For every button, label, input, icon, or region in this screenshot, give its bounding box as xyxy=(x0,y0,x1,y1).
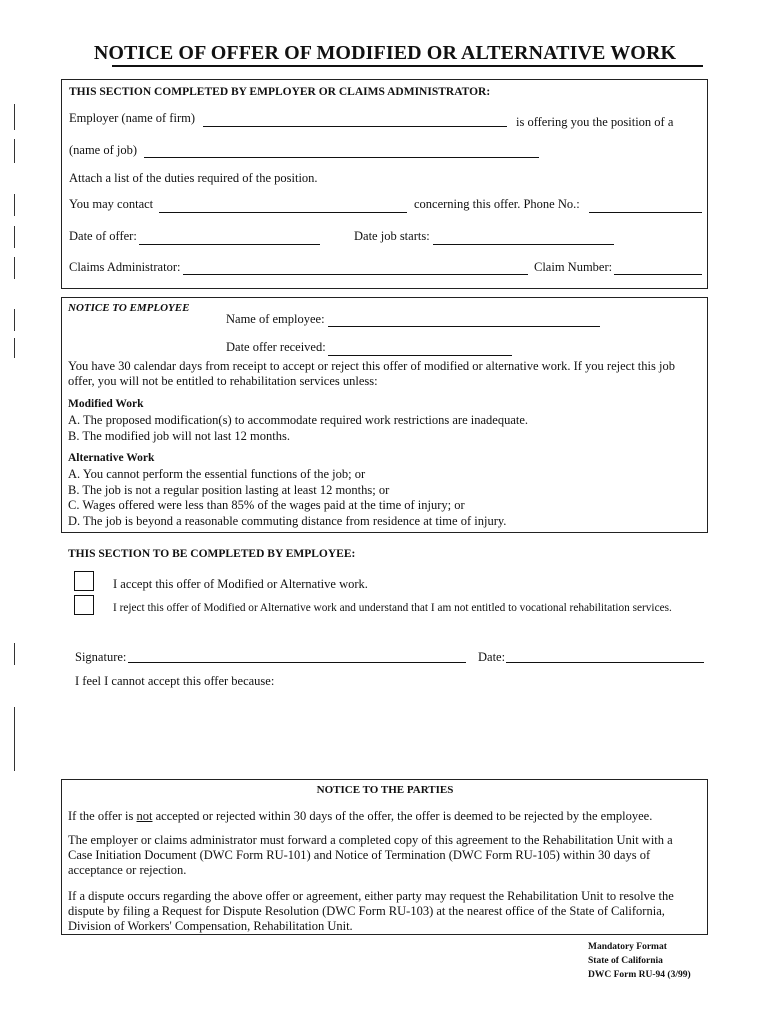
margin-bar xyxy=(14,309,15,331)
signature-label: Signature: xyxy=(75,650,127,664)
margin-bar xyxy=(14,104,15,130)
margin-bar xyxy=(14,643,15,665)
date-field[interactable] xyxy=(506,662,704,663)
date-job-starts-field[interactable] xyxy=(433,244,614,245)
date-job-starts-label: Date job starts: xyxy=(354,229,430,243)
page-title: NOTICE OF OFFER OF MODIFIED OR ALTERNATIVE WORK xyxy=(93,42,677,64)
offering-text: is offering you the position of a xyxy=(516,115,674,129)
alternative-item: D. The job is beyond a reasonable commuting distance from residence at time of injury. xyxy=(68,514,507,528)
employee-section-heading: THIS SECTION TO BE COMPLETED BY EMPLOYEE: xyxy=(68,548,356,560)
attach-duties-text: Attach a list of the duties required of the position. xyxy=(69,171,318,185)
phone-field[interactable] xyxy=(589,212,702,213)
footer-state: State of California xyxy=(588,956,663,966)
job-label: (name of job) xyxy=(69,143,138,157)
alternative-item: C. Wages offered were less than 85% of the wages paid at the time of injury; or xyxy=(68,498,465,512)
employer-name-field[interactable] xyxy=(203,126,507,127)
modified-work-heading: Modified Work xyxy=(68,398,144,410)
date-of-offer-label: Date of offer: xyxy=(69,229,137,243)
parties-paragraph-1 xyxy=(68,809,652,824)
claims-administrator-label: Claims Administrator: xyxy=(69,260,181,274)
concerning-phone-label: concerning this offer. Phone No.: xyxy=(414,197,580,211)
accept-checkbox[interactable] xyxy=(74,571,94,591)
reason-label: I feel I cannot accept this offer because: xyxy=(75,674,275,688)
employer-label: Employer (name of firm) xyxy=(69,111,195,125)
accept-label: I accept this offer of Modified or Alternative work. xyxy=(113,577,368,591)
notice-to-parties-heading: NOTICE TO THE PARTIES xyxy=(316,784,454,796)
date-label: Date: xyxy=(478,650,506,664)
job-name-field[interactable] xyxy=(144,157,539,158)
margin-bar xyxy=(14,139,15,163)
claims-administrator-field[interactable] xyxy=(183,274,528,275)
parties-p1-before: If the offer is xyxy=(68,809,137,823)
employer-section-heading: THIS SECTION COMPLETED BY EMPLOYER OR CLAIMS ADMINISTRATOR: xyxy=(69,86,491,98)
modified-item: B. The modified job will not last 12 months. xyxy=(68,429,290,443)
footer-mandatory-format: Mandatory Format xyxy=(588,942,667,952)
claim-number-field[interactable] xyxy=(614,274,702,275)
date-offer-received-label: Date offer received: xyxy=(226,340,326,354)
modified-item: A. The proposed modification(s) to accommodate required work restrictions are inadequate. xyxy=(68,413,529,427)
claim-number-label: Claim Number: xyxy=(534,260,613,274)
notice-intro-text: You have 30 calendar days from receipt to accept or reject this offer of modified or alternative work. If you reject this job offer, you will not be entitled to rehabilitation services unless: xyxy=(68,359,675,388)
reject-label: I reject this offer of Modified or Alternative work and understand that I am not entitled to vocational rehabilitation services. xyxy=(113,602,672,614)
notice-to-employee-heading: NOTICE TO EMPLOYEE xyxy=(68,302,190,314)
margin-bar xyxy=(14,707,15,771)
reject-checkbox[interactable] xyxy=(74,595,94,615)
title-rule xyxy=(112,65,703,67)
alternative-item: A. You cannot perform the essential functions of the job; or xyxy=(68,467,366,481)
date-offer-received-field[interactable] xyxy=(328,355,512,356)
contact-label: You may contact xyxy=(69,197,154,211)
date-of-offer-field[interactable] xyxy=(139,244,320,245)
employee-name-label: Name of employee: xyxy=(226,312,325,326)
employee-name-field[interactable] xyxy=(328,326,600,327)
parties-paragraph-3: If a dispute occurs regarding the above offer or agreement, either party may request the Rehabilitation Unit to resolve the dispute by filing a Request for Dispute Resolution (DWC Form RU-103) at the nearest office of the State of California, Division of Workers' Compensation, Rehabilitation Unit. xyxy=(68,889,674,933)
contact-field[interactable] xyxy=(159,212,407,213)
signature-field[interactable] xyxy=(128,662,466,663)
footer-form-number: DWC Form RU-94 (3/99) xyxy=(588,970,691,980)
parties-p1-underlined: not xyxy=(136,809,153,823)
alternative-work-heading: Alternative Work xyxy=(68,452,155,464)
margin-bar xyxy=(14,338,15,358)
alternative-item: B. The job is not a regular position lasting at least 12 months; or xyxy=(68,483,390,497)
margin-bar xyxy=(14,226,15,248)
margin-bar xyxy=(14,257,15,279)
margin-bar xyxy=(14,194,15,216)
parties-paragraph-2: The employer or claims administrator must forward a completed copy of this agreement to the Rehabilitation Unit with a Case Initiation Document (DWC Form RU-101) and Notice of Termination (DWC Form RU-105) within 30 days of acceptance or rejection. xyxy=(68,833,673,877)
parties-p1-after: accepted or rejected within 30 days of the offer, the offer is deemed to be rejected by the employee. xyxy=(152,809,653,823)
